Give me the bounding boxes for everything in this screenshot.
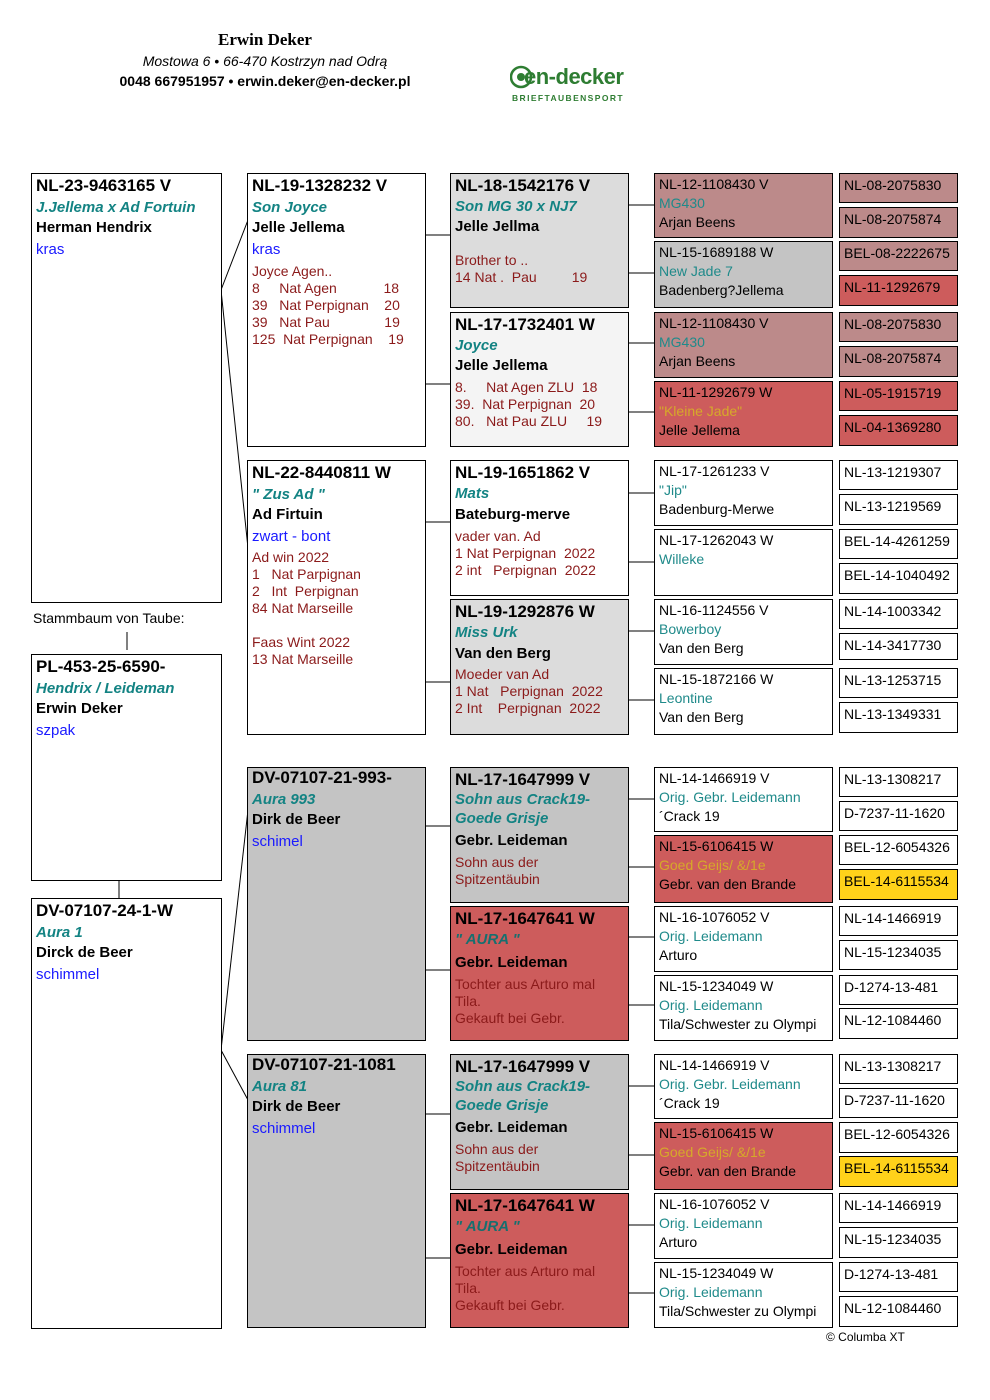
gen4-box[interactable]	[654, 381, 833, 447]
gen5-box[interactable]: NL-12-1084460	[839, 1296, 958, 1327]
gen5-box[interactable]: NL-15-1234035	[839, 940, 958, 970]
breeder-contact: 0048 667951957 • erwin.deker@en-decker.pl	[119, 73, 411, 89]
gen4-ring: NL-12-1108430 V	[659, 315, 769, 331]
gen5-box[interactable]: NL-13-1219307	[839, 460, 958, 490]
gen5-box[interactable]: NL-08-2075874	[839, 207, 958, 238]
gen4-name: Leontine	[659, 690, 713, 706]
gen3-name: " AURA "	[455, 1218, 520, 1235]
subject-color: szpak	[36, 722, 76, 739]
gen3-name: Sohn aus Crack19-	[455, 791, 591, 808]
sire-ring: NL-23-9463165 V	[36, 176, 172, 195]
dam-name: Aura 1	[36, 924, 83, 941]
gen3-box[interactable]	[450, 173, 629, 308]
gen5-box[interactable]: NL-14-3417730	[839, 633, 958, 660]
gen5-box[interactable]: D-7237-11-1620	[839, 1088, 958, 1118]
gen5-box[interactable]: NL-15-1234035	[839, 1227, 958, 1258]
gen2-color: kras	[252, 241, 281, 258]
gen2-box[interactable]	[247, 173, 426, 447]
gen4-box[interactable]	[654, 835, 833, 903]
gen2-note: 2 Int Perpignan	[252, 583, 359, 599]
gen3-name-line2: Goede Grisje	[455, 810, 549, 827]
subject-ring: PL-453-25-6590-	[36, 657, 166, 676]
pedigree-label: Stammbaum von Taube:	[33, 610, 185, 626]
gen4-name: Orig. Gebr. Leidemann	[659, 1076, 801, 1092]
gen4-ring: NL-15-6106415 W	[659, 1125, 774, 1141]
gen5-box[interactable]: NL-14-1466919	[839, 906, 958, 936]
gen2-note: 8 Nat Agen 18	[252, 280, 400, 296]
gen5-box[interactable]: NL-13-1349331	[839, 702, 958, 733]
breeder-address: Mostowa 6 • 66-470 Kostrzyn nad Odrą	[142, 53, 388, 69]
logo-subtext: BRIEFTAUBENSPORT	[512, 93, 624, 103]
gen4-name: "Jip"	[659, 482, 687, 498]
gen2-note: 125 Nat Perpignan 19	[252, 331, 404, 347]
gen5-box[interactable]: BEL-14-6115534	[839, 869, 958, 900]
dam-owner: Dirck de Beer	[36, 944, 133, 961]
gen4-ring: NL-17-1262043 W	[659, 532, 774, 548]
gen3-box[interactable]	[450, 312, 629, 447]
gen3-note: Moeder van Ad	[455, 666, 550, 682]
gen2-name: Aura 993	[252, 791, 316, 808]
gen3-note: Tila.	[455, 993, 481, 1009]
gen5-box[interactable]: BEL-08-2222675	[839, 241, 958, 271]
gen3-note: 1 Nat Perpignan 2022	[455, 683, 603, 699]
gen4-name: Orig. Leidemann	[659, 928, 763, 944]
gen2-name: " Zus Ad "	[252, 486, 325, 503]
subject-name: Hendrix / Leideman	[36, 680, 175, 697]
gen3-name: Sohn aus Crack19-	[455, 1078, 591, 1095]
gen3-note: Gekauft bei Gebr.	[455, 1297, 565, 1313]
gen3-ring: NL-17-1647641 W	[455, 909, 595, 928]
gen3-note: Tila.	[455, 1280, 481, 1296]
gen3-owner: Gebr. Leideman	[455, 954, 568, 971]
gen2-owner: Dirk de Beer	[252, 811, 341, 828]
gen4-ring: NL-15-1872166 W	[659, 671, 774, 687]
gen4-owner: Arjan Beens	[659, 214, 736, 230]
gen3-note: Gekauft bei Gebr.	[455, 1010, 565, 1026]
gen4-name: Orig. Leidemann	[659, 1284, 763, 1300]
gen5-box[interactable]: BEL-14-1040492	[839, 563, 958, 594]
gen3-owner: Jelle Jellema	[455, 357, 548, 374]
gen5-box[interactable]: BEL-12-6054326	[839, 835, 958, 865]
gen4-name: Orig. Leidemann	[659, 1215, 763, 1231]
gen5-box[interactable]: NL-13-1253715	[839, 668, 958, 698]
gen4-ring: NL-15-6106415 W	[659, 838, 774, 854]
gen4-name: "Kleine Jade"	[659, 403, 743, 419]
gen3-ring: NL-19-1651862 V	[455, 463, 591, 482]
gen4-owner: Tila/Schwester zu Olympi	[659, 1303, 817, 1319]
gen4-name: Willeke	[659, 551, 705, 567]
gen3-owner: Gebr. Leideman	[455, 1119, 568, 1136]
gen5-box[interactable]: NL-08-2075874	[839, 346, 958, 377]
gen5-box[interactable]: NL-13-1219569	[839, 494, 958, 525]
gen3-owner: Van den Berg	[455, 645, 551, 662]
gen3-note: Sohn aus der	[455, 854, 539, 870]
gen4-owner: Badenburg-Merwe	[659, 501, 775, 517]
gen4-name: Goed Geijs/ &/1e	[659, 1144, 766, 1160]
gen5-box[interactable]: NL-08-2075830	[839, 312, 958, 342]
gen3-note: Spitzentäubin	[455, 871, 540, 887]
gen3-owner: Gebr. Leideman	[455, 832, 568, 849]
gen3-name-line2: Goede Grisje	[455, 1097, 549, 1114]
gen5-box[interactable]: BEL-14-6115534	[839, 1156, 958, 1187]
gen3-ring: NL-17-1647999 V	[455, 770, 591, 789]
gen2-color: schimmel	[252, 1120, 316, 1137]
gen5-box[interactable]: NL-04-1369280	[839, 415, 958, 446]
gen2-note: Joyce Agen..	[252, 263, 333, 279]
subject-box[interactable]	[31, 654, 222, 881]
gen3-ring: NL-19-1292876 W	[455, 602, 595, 621]
gen3-name: Joyce	[455, 337, 498, 354]
gen4-owner: Arturo	[659, 1234, 698, 1250]
gen5-box[interactable]: D-1274-13-481	[839, 1262, 958, 1292]
gen4-box[interactable]	[654, 668, 833, 735]
gen2-note	[252, 617, 425, 634]
gen4-owner: Tila/Schwester zu Olympi	[659, 1016, 817, 1032]
gen2-name: Son Joyce	[252, 199, 328, 216]
gen2-note: 13 Nat Marseille	[252, 651, 354, 667]
gen2-box[interactable]	[247, 767, 426, 1041]
gen2-note: 39 Nat Pau 19	[252, 314, 400, 330]
gen4-ring: NL-15-1689188 W	[659, 244, 774, 260]
dam-box[interactable]	[31, 898, 222, 1329]
gen2-color: schimel	[252, 833, 303, 850]
gen2-ring: NL-19-1328232 V	[252, 176, 388, 195]
gen4-ring: NL-16-1076052 V	[659, 1196, 770, 1212]
gen4-box[interactable]	[654, 312, 833, 378]
gen3-note	[455, 237, 628, 252]
gen3-name: " AURA "	[455, 931, 520, 948]
dam-color: schimmel	[36, 966, 100, 983]
gen4-name: Orig. Gebr. Leidemann	[659, 789, 801, 805]
gen5-box[interactable]: NL-14-1466919	[839, 1193, 958, 1223]
gen4-box[interactable]	[654, 906, 833, 972]
gen3-ring: NL-17-1732401 W	[455, 315, 595, 334]
gen2-owner: Jelle Jellema	[252, 219, 345, 236]
gen3-note: 80. Nat Pau ZLU 19	[455, 413, 603, 429]
logo-text: en-decker	[524, 64, 624, 89]
gen4-owner: Van den Berg	[659, 640, 744, 656]
gen4-owner: Gebr. van den Brande	[659, 876, 796, 892]
gen3-owner: Bateburg-merve	[455, 506, 571, 523]
gen5-box[interactable]: BEL-12-6054326	[839, 1122, 958, 1153]
gen4-name: Orig. Leidemann	[659, 997, 763, 1013]
gen4-owner: Arjan Beens	[659, 353, 736, 369]
gen3-note: 2 Int Perpignan 2022	[455, 700, 601, 716]
gen3-note: Tochter aus Arturo mal	[455, 1263, 596, 1279]
gen4-owner: Badenberg?Jellema	[659, 282, 784, 298]
gen5-box[interactable]: NL-08-2075830	[839, 173, 958, 203]
gen5-box[interactable]: NL-11-1292679	[839, 275, 958, 306]
gen4-box[interactable]	[654, 1054, 833, 1119]
gen4-owner: ´Crack 19	[659, 1095, 720, 1111]
gen3-box[interactable]	[450, 460, 629, 596]
gen2-note: 84 Nat Marseille	[252, 600, 354, 616]
gen3-note: Spitzentäubin	[455, 1158, 540, 1174]
gen2-owner: Ad Firtuin	[252, 506, 323, 523]
gen4-ring: NL-14-1466919 V	[659, 1057, 770, 1073]
gen4-name: MG430	[659, 334, 705, 350]
gen2-ring: DV-07107-21-993-	[252, 768, 392, 787]
gen3-box[interactable]	[450, 906, 629, 1041]
gen5-box[interactable]: NL-12-1084460	[839, 1008, 958, 1039]
gen4-box[interactable]	[654, 975, 833, 1041]
gen4-owner: ´Crack 19	[659, 808, 720, 824]
gen4-box[interactable]	[654, 1193, 833, 1259]
gen2-note: 39 Nat Perpignan 20	[252, 297, 400, 313]
gen3-note: vader van. Ad	[455, 528, 541, 544]
gen2-note: 1 Nat Parpignan	[252, 566, 361, 582]
gen3-box[interactable]	[450, 1193, 629, 1328]
gen4-box[interactable]	[654, 460, 833, 526]
gen3-note: Tochter aus Arturo mal	[455, 976, 596, 992]
gen5-box[interactable]: NL-13-1308217	[839, 1054, 958, 1084]
gen4-ring: NL-15-1234049 W	[659, 1265, 774, 1281]
gen4-ring: NL-16-1076052 V	[659, 909, 770, 925]
subject-owner: Erwin Deker	[36, 700, 123, 717]
sire-name: J.Jellema x Ad Fortuin	[36, 199, 196, 216]
gen5-box[interactable]: NL-05-1915719	[839, 381, 958, 411]
breeder-name: Erwin Deker	[218, 30, 312, 49]
gen3-name: Mats	[455, 485, 490, 502]
gen3-note: 39. Nat Perpignan 20	[455, 396, 596, 412]
gen4-box[interactable]	[654, 599, 833, 665]
gen4-box[interactable]	[654, 241, 833, 308]
gen3-ring: NL-17-1647641 W	[455, 1196, 595, 1215]
dam-ring: DV-07107-24-1-W	[36, 901, 174, 920]
gen4-name: New Jade 7	[659, 263, 733, 279]
gen3-note: Sohn aus der	[455, 1141, 539, 1157]
gen2-note: Ad win 2022	[252, 549, 330, 565]
gen4-ring: NL-12-1108430 V	[659, 176, 769, 192]
gen2-owner: Dirk de Beer	[252, 1098, 341, 1115]
gen3-name: Son MG 30 x NJ7	[455, 198, 577, 215]
gen3-note: 1 Nat Perpignan 2022	[455, 545, 596, 561]
gen4-box[interactable]	[654, 173, 833, 238]
gen4-name: Goed Geijs/ &/1e	[659, 857, 766, 873]
gen4-owner: Gebr. van den Brande	[659, 1163, 796, 1179]
gen2-ring: NL-22-8440811 W	[252, 463, 391, 482]
copyright: © Columba XT	[826, 1330, 905, 1344]
gen3-box[interactable]	[450, 599, 629, 735]
gen3-box[interactable]	[450, 1054, 629, 1190]
gen2-ring: DV-07107-21-1081	[252, 1055, 396, 1074]
gen3-note: 14 Nat . Pau 19	[455, 269, 588, 285]
gen4-owner: Arturo	[659, 947, 698, 963]
gen2-box[interactable]	[247, 460, 426, 735]
gen3-note: 8. Nat Agen ZLU 18	[455, 379, 598, 395]
gen3-ring: NL-17-1647999 V	[455, 1057, 591, 1076]
gen2-color: zwart - bont	[252, 528, 331, 545]
gen3-owner: Jelle Jellma	[455, 218, 540, 235]
gen3-box[interactable]	[450, 767, 629, 903]
gen4-ring: NL-11-1292679 W	[659, 384, 773, 400]
gen2-box[interactable]	[247, 1054, 426, 1328]
gen3-ring: NL-18-1542176 V	[455, 176, 591, 195]
gen4-owner: Jelle Jellema	[659, 422, 740, 438]
gen4-ring: NL-14-1466919 V	[659, 770, 770, 786]
gen5-box[interactable]: NL-13-1308217	[839, 767, 958, 797]
gen4-box[interactable]	[654, 1262, 833, 1328]
gen2-name: Aura 81	[252, 1078, 308, 1095]
sire-box[interactable]	[31, 173, 222, 603]
sire-owner: Herman Hendrix	[36, 219, 152, 236]
gen3-note: Brother to ..	[455, 252, 529, 268]
gen3-note: 2 int Perpignan 2022	[455, 562, 596, 578]
gen4-name: MG430	[659, 195, 705, 211]
gen4-name: Bowerboy	[659, 621, 722, 637]
gen5-box[interactable]: NL-14-1003342	[839, 599, 958, 629]
gen4-box[interactable]	[654, 529, 833, 596]
gen5-box[interactable]: D-1274-13-481	[839, 975, 958, 1005]
gen3-name: Miss Urk	[455, 624, 518, 641]
gen2-note: Faas Wint 2022	[252, 634, 351, 650]
gen3-owner: Gebr. Leideman	[455, 1241, 568, 1258]
gen5-box[interactable]: D-7237-11-1620	[839, 801, 958, 831]
gen4-box[interactable]	[654, 1122, 833, 1190]
gen4-box[interactable]	[654, 767, 833, 832]
sire-color: kras	[36, 241, 65, 258]
gen4-ring: NL-15-1234049 W	[659, 978, 774, 994]
gen4-ring: NL-17-1261233 V	[659, 463, 770, 479]
gen5-box[interactable]: BEL-14-4261259	[839, 529, 958, 559]
gen4-owner: Van den Berg	[659, 709, 744, 725]
gen4-ring: NL-16-1124556 V	[659, 602, 769, 618]
